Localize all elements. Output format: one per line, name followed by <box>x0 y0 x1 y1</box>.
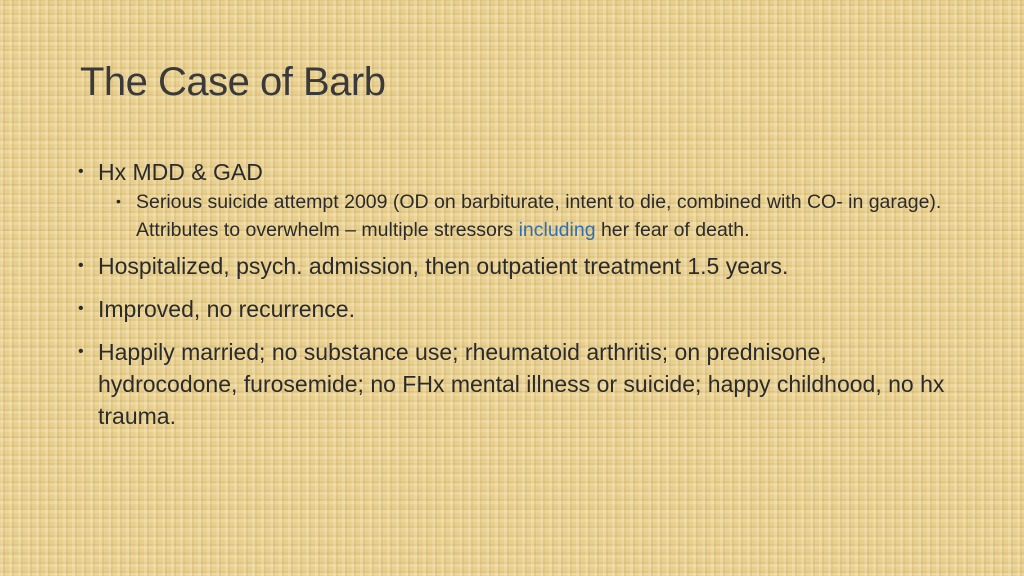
bullet-list <box>76 156 956 188</box>
bullet-icon: • <box>78 300 84 317</box>
bullet-item-history <box>76 156 956 188</box>
bullet-item-hospitalized <box>76 250 956 282</box>
bullet-text: Hospitalized, psych. admission, then outpatient treatment 1.5 years. <box>98 253 789 279</box>
slide-title: The Case of Barb <box>80 60 386 104</box>
bullet-list-continued <box>76 250 956 432</box>
highlighted-word: including <box>518 219 596 241</box>
bullet-icon: • <box>78 257 84 274</box>
bullet-icon: • <box>78 343 84 360</box>
bullet-text: Happily married; no substance use; rheumatoid arthritis; on prednisone, hydrocodone, furosemide; no FHx mental illness or suicide; happy childhood, no hx trauma. <box>98 339 945 429</box>
bullet-text: Hx MDD & GAD <box>98 159 263 185</box>
sub-bullet-text-end: her fear of death. <box>595 219 750 241</box>
sub-bullet-item-suicide-attempt <box>114 188 956 244</box>
bullet-icon: • <box>78 163 84 180</box>
bullet-item-social-history <box>76 336 956 432</box>
sub-bullet-list <box>76 188 956 244</box>
bullet-item-improved <box>76 293 956 325</box>
bullet-icon: • <box>116 193 121 209</box>
bullet-text: Improved, no recurrence. <box>98 296 355 322</box>
slide-content <box>76 156 956 443</box>
sub-bullet-text: Serious suicide attempt 2009 (OD on barbiturate, intent to die, combined with CO- in garage). Attributes to overwhelm – multiple stressors <box>136 191 942 241</box>
